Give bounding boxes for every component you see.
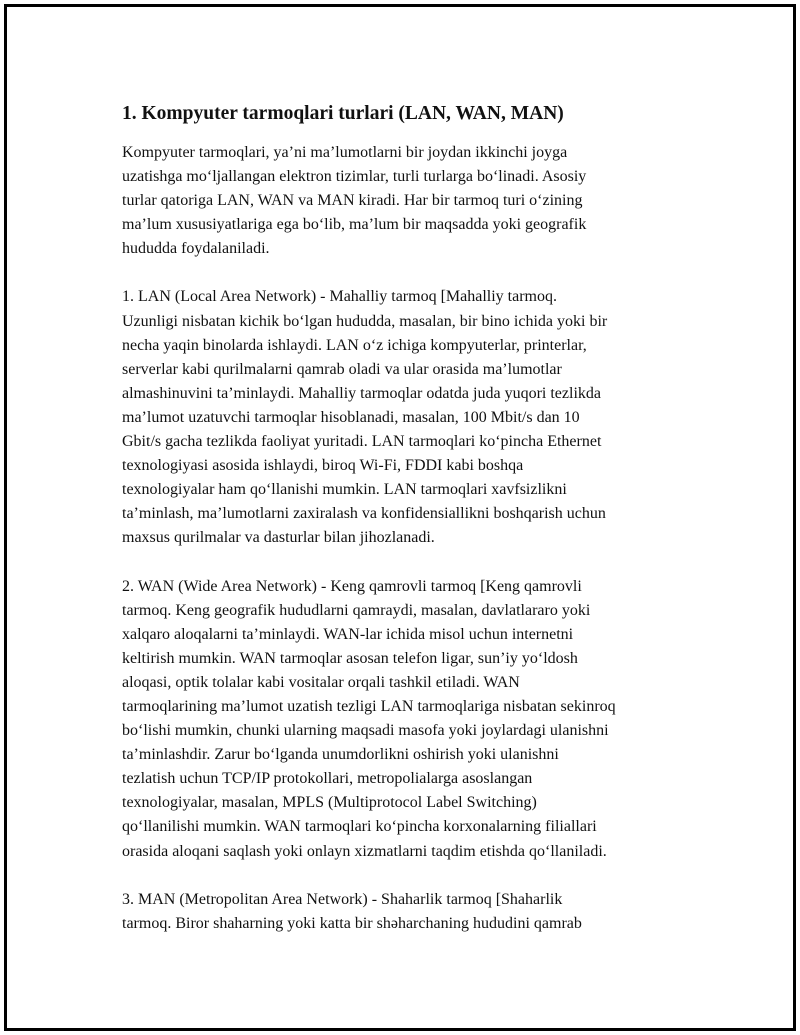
text-line: tarmoq. Keng geografik hududlarni qamraydi, masalan, davlatlararo yoki (122, 601, 591, 619)
text-line: xalqaro aloqalarni ta’minlaydi. WAN-lar ichida misol uchun internetni (122, 625, 574, 643)
text-line: qo‘llanilishi mumkin. WAN tarmoqlari ko‘pincha korxonalarning filiallari (122, 818, 597, 836)
text-line: tarmoqlarining ma’lumot uzatish tezligi LAN tarmoqlariga nisbatan sekinroq (122, 697, 616, 715)
intro-paragraph (122, 141, 692, 261)
text-line: bo‘lishi mumkin, chunki ularning maqsadi masofa yoki joylardagi ulanishni (122, 722, 609, 740)
text-line: ma’lumot uzatuvchi tarmoqlar hisoblanadi, masalan, 100 Mbit/s dan 10 (122, 408, 580, 426)
document-content (122, 101, 692, 960)
page-frame (4, 4, 796, 1031)
text-line: turlar qatoriga LAN, WAN va MAN kiradi. Har bir tarmoq turi o‘zining (122, 192, 583, 210)
text-line: maxsus qurilmalar va dasturlar bilan jihozlanadi. (122, 529, 435, 547)
lan-paragraph (122, 285, 692, 550)
text-line: texnologiyalar, masalan, MPLS (Multiprotocol Label Switching) (122, 794, 537, 812)
text-line: ma’lum xususiyatlariga ega bo‘lib, ma’lum bir maqsadda yoki geografik (122, 216, 587, 234)
text-line: tezlatish uchun TCP/IP protokollari, metropolialarga asoslangan (122, 770, 533, 788)
text-line: Gbit/s gacha tezlikda faoliyat yuritadi. LAN tarmoqlari ko‘pincha Ethernet (122, 433, 602, 451)
man-paragraph (122, 888, 692, 936)
text-line: Uzunligi nisbatan kichik bo‘lgan hududda, masalan, bir bino ichida yoki bir (122, 312, 608, 330)
wan-paragraph (122, 575, 692, 864)
text-line: texnologiyalar ham qo‘llanishi mumkin. LAN tarmoqlari xavfsizlikni (122, 481, 567, 499)
text-line: tarmoq. Biror shaharning yoki katta bir shəharchaning hududini qamrab (122, 914, 582, 932)
text-line: texnologiyasi asosida ishlaydi, biroq Wi-Fi, FDDI kabi boshqa (122, 457, 524, 475)
text-line: ta’minlash, ma’lumotlarni zaxiralash va konfidensiallikni boshqarish uchun (122, 505, 606, 523)
text-line: aloqasi, optik tolalar kabi vositalar orqali tashkil etiladi. WAN (122, 673, 520, 691)
text-line: ta’minlashdir. Zarur bo‘lganda unumdorlikni oshirish yoki ulanishni (122, 746, 559, 764)
text-line: serverlar kabi qurilmalarni qamrab oladi va ular orasida ma’lumotlar (122, 360, 562, 378)
section-heading: 1. Kompyuter tarmoqlari turlari (LAN, WAN, MAN) (122, 103, 564, 124)
text-line: keltirish mumkin. WAN tarmoqlar asosan telefon ligar, sun’iy yo‘ldosh (122, 649, 578, 667)
text-line: uzatishga mo‘ljallangan elektron tizimlar, turli turlarga bo‘linadi. Asosiy (122, 168, 587, 186)
text-line: 2. WAN (Wide Area Network) - Keng qamrovli tarmoq [Keng qamrovli (122, 577, 582, 595)
text-line: necha yaqin binolarda ishlaydi. LAN o‘z ichiga kompyuterlar, printerlar, (122, 336, 587, 354)
text-line: 1. LAN (Local Area Network) - Mahalliy tarmoq [Mahalliy tarmoq. (122, 288, 557, 306)
text-line: hududda foydalaniladi. (122, 240, 270, 258)
text-line: orasida aloqani saqlash yoki onlayn xizmatlarni taqdim etishda qo‘llaniladi. (122, 842, 607, 860)
text-line: 3. MAN (Metropolitan Area Network) - Shaharlik tarmoq [Shaharlik (122, 890, 563, 908)
text-line: almashinuvini ta’minlaydi. Mahalliy tarmoqlar odatda juda yuqori tezlikda (122, 384, 601, 402)
text-line: Kompyuter tarmoqlari, ya’ni ma’lumotlarni bir joydan ikkinchi joyga (122, 144, 568, 161)
